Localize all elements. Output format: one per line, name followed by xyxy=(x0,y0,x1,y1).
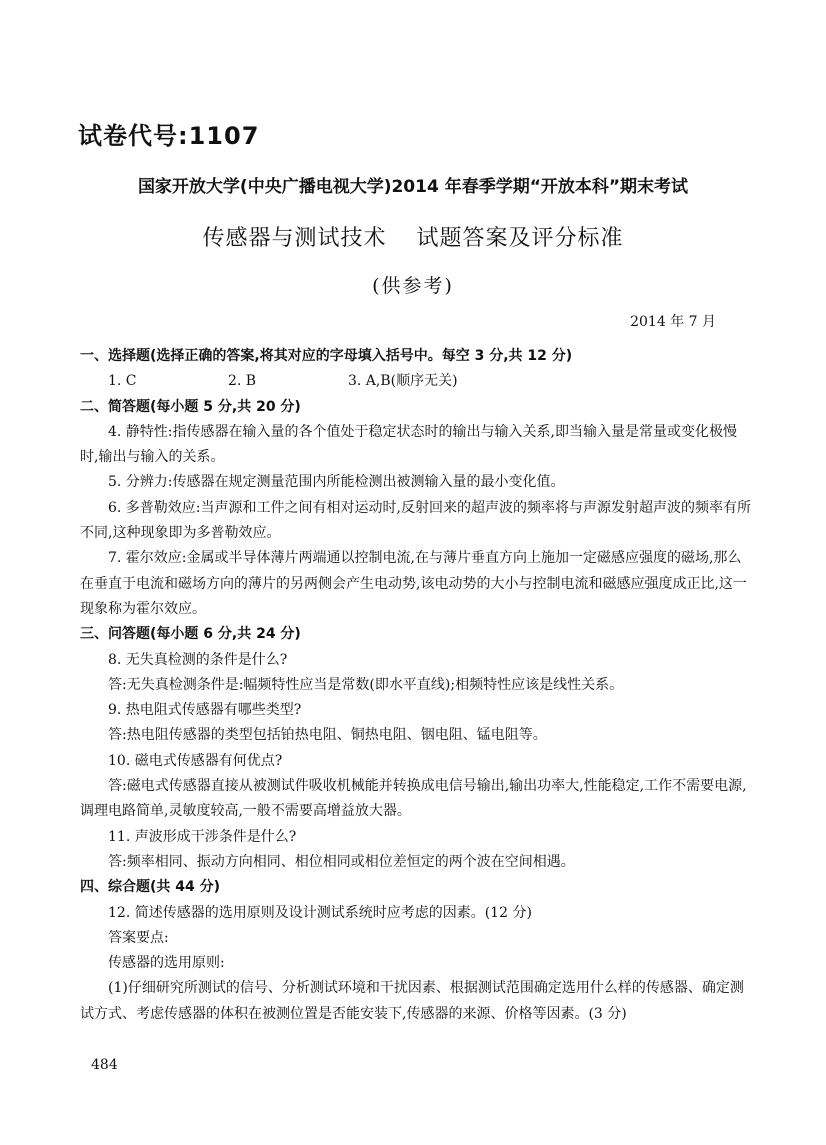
qa-question: 11. 声波形成干涉条件是什么? xyxy=(108,828,297,845)
qa-question: 10. 磁电式传感器有何优点? xyxy=(108,752,283,769)
qa-answer: 答:热电阻传感器的类型包括铂热电阻、铜热电阻、铟电阻、锰电阻等。 xyxy=(108,727,547,744)
choice-answers xyxy=(80,369,752,394)
qa-question: 8. 无失真检测的条件是什么? xyxy=(108,651,288,668)
choice-answer: 2. B xyxy=(228,373,257,390)
title-course: 传感器与测试技术 xyxy=(202,226,387,251)
choice-answer: 1. C xyxy=(108,373,137,390)
selection-principle-label: 传感器的选用原则: xyxy=(108,955,225,972)
answer-content xyxy=(80,344,752,1027)
exam-date: 2014 年 7 月 xyxy=(630,314,716,330)
short-answer: 5. 分辨力:传感器在规定测量范围内所能检测出被测输入量的最小变化值。 xyxy=(108,474,565,491)
section-heading-qa: 三、问答题(每小题 6 分,共 24 分) xyxy=(80,626,301,643)
short-answer: 6. 多普勒效应:当声源和工件之间有相对运动时,反射回来的超声波的频率将与声源发射超声波的频率有所不同,这种现象即为多普勒效应。 xyxy=(80,499,751,542)
qa-question: 9. 热电阻式传感器有哪些类型? xyxy=(108,702,302,719)
qa-answer: 答:磁电式传感器直接从被测试件吸收机械能并转换成电信号输出,输出功率大,性能稳定,工作不需要电源,调理电路简单,灵敏度较高,一般不需要高增益放大器。 xyxy=(80,778,747,820)
answer-key-label: 答案要点: xyxy=(108,929,169,946)
selection-principle-item: (1)仔细研究所测试的信号、分析测试环境和干扰因素、根据测试范围确定选用什么样的传感器、确定测试方式、考虑传感器的体积在被测位置是否能安装下,传感器的来源、价格等因素。(3 分) xyxy=(80,980,744,1022)
short-answer: 7. 霍尔效应:金属或半导体薄片两端通以控制电流,在与薄片垂直方向上施加一定磁感应强度的磁场,那么在垂直于电流和磁场方向的薄片的另两侧会产生电动势,该电动势的大小与控制电流和磁感应强度成正比,这一现象称为霍尔效应。 xyxy=(80,550,747,617)
reference-note: (供参考) xyxy=(372,275,454,297)
title-subject: 试题答案及评分标准 xyxy=(416,226,624,251)
page-number: 484 xyxy=(91,1057,118,1073)
page-title xyxy=(0,221,826,252)
choice-answer: 3. A,B(顺序无关) xyxy=(348,373,458,390)
short-answer: 4. 静特性:指传感器在输入量的各个值处于稳定状态时的输出与输入关系,即当输入量是常量或变化极慢时,输出与输入的关系。 xyxy=(80,423,737,466)
comprehensive-question: 12. 简述传感器的选用原则及设计测试系统时应考虑的因素。(12 分) xyxy=(108,904,532,921)
section-heading-comprehensive: 四、综合题(共 44 分) xyxy=(80,879,221,896)
qa-answer: 答:频率相同、振动方向相同、相位相同或相位差恒定的两个波在空间相遇。 xyxy=(108,853,575,870)
section-heading-choice: 一、选择题(选择正确的答案,将其对应的字母填入括号中。每空 3 分,共 12 分) xyxy=(80,348,573,364)
qa-answer: 答:无失真检测条件是:幅频特性应当是常数(即水平直线);相频特性应该是线性关系。 xyxy=(108,676,624,693)
institution-line: 国家开放大学(中央广播电视大学)2014 年春季学期“开放本科”期末考试 xyxy=(137,177,689,197)
exam-code: 试卷代号:1107 xyxy=(78,122,260,150)
section-heading-short: 二、简答题(每小题 5 分,共 20 分) xyxy=(80,398,301,415)
